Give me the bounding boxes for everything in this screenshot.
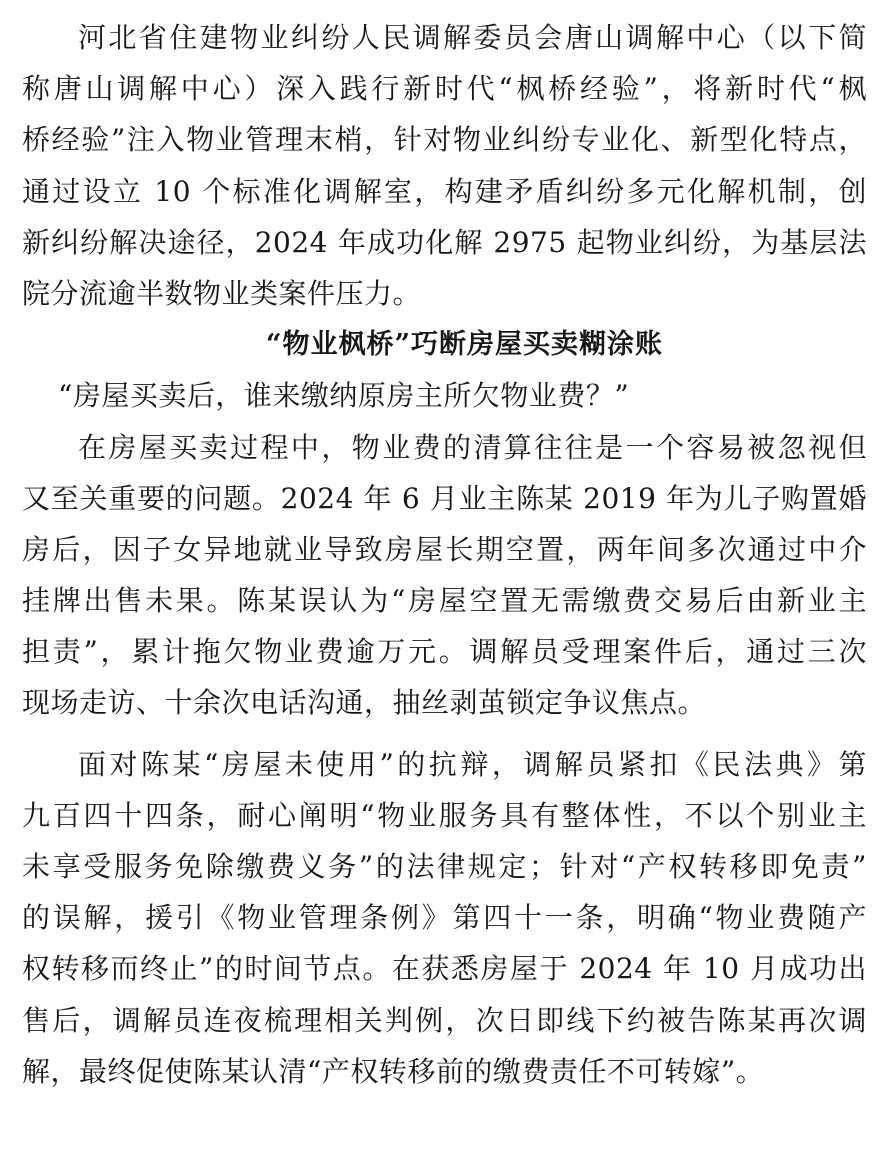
case-line-4: 挂牌出售未果。陈某误认为“房屋空置无需缴费交易后由新业主 (22, 584, 867, 618)
case-paragraph (22, 422, 867, 729)
resolution-line-3: 未享受服务免除缴费义务”的法律规定；针对“产权转移即免责” (22, 850, 867, 883)
resolution-paragraph (22, 739, 867, 1097)
resolution-line-2: 九百四十四条，耐心阐明“物业服务具有整体性，不以个别业主 (22, 798, 867, 832)
case-line-1: 在房屋买卖过程中，物业费的清算往往是一个容易被忽视但 (78, 430, 867, 464)
case-line-6: 现场走访、十余次电话沟通，抽丝剥茧锁定争议焦点。 (22, 686, 707, 720)
intro-paragraph (22, 12, 867, 319)
resolution-line-5: 权转移而终止”的时间节点。在获悉房屋于 2024 年 10 月成功出 (22, 952, 867, 986)
question-line: “房屋买卖后，谁来缴纳原房主所欠物业费？” (58, 379, 630, 413)
document-page (22, 12, 867, 1097)
intro-line-4: 通过设立 10 个标准化调解室，构建矛盾纠纷多元化解机制，创 (22, 174, 867, 208)
case-line-5: 担责”，累计拖欠物业费逾万元。调解员受理案件后，通过三次 (22, 635, 867, 669)
case-line-2: 又至关重要的问题。2024 年 6 月业主陈某 2019 年为儿子购置婚 (22, 481, 867, 515)
resolution-line-6: 售后，调解员连夜梳理相关判例，次日即线下约被告陈某再次调 (22, 1003, 867, 1037)
case-line-3: 房后，因子女异地就业导致房屋长期空置，两年间多次通过中介 (22, 532, 867, 566)
intro-line-5: 新纠纷解决途径，2024 年成功化解 2975 起物业纠纷，为基层法 (22, 225, 867, 259)
intro-line-6: 院分流逾半数物业类案件压力。 (22, 276, 422, 310)
resolution-line-7: 解，最终促使陈某认清“产权转移前的缴费责任不可转嫁”。 (22, 1054, 765, 1088)
intro-line-1: 河北省住建物业纠纷人民调解委员会唐山调解中心（以下简 (78, 21, 867, 54)
section-heading: “物业枫桥”巧断房屋买卖糊涂账 (265, 329, 664, 361)
intro-line-2: 称唐山调解中心）深入践行新时代“枫桥经验”，将新时代“枫 (22, 72, 867, 106)
paragraph-gap (22, 729, 867, 739)
resolution-line-4: 的误解，援引《物业管理条例》第四十一条，明确“物业费随产 (22, 901, 867, 935)
resolution-line-1: 面对陈某“房屋未使用”的抗辩，调解员紧扣《民法典》第 (78, 747, 867, 781)
intro-line-3: 桥经验”注入物业管理末梢，针对物业纠纷专业化、新型化特点， (22, 123, 867, 157)
